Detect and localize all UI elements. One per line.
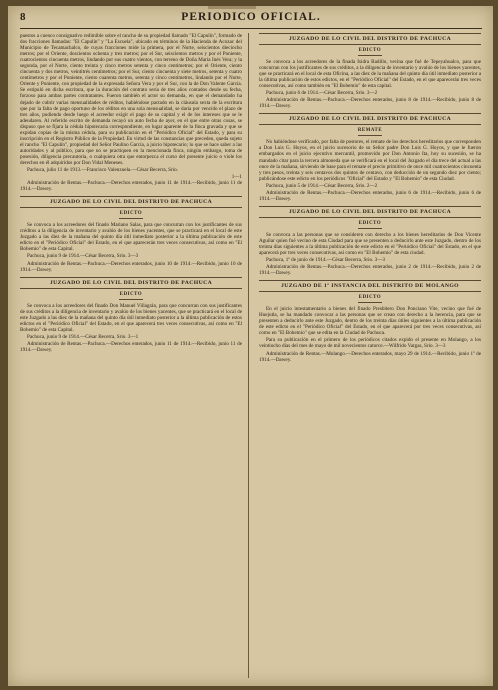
edict-1-court: JUZGADO DE LO CIVIL DEL DISTRITO DE PACHUCA: [20, 196, 242, 208]
edict-1-text: Se convoca a los acreedores del finado Mariano Salas, para que concurran con los justificantes de sus créditos a la diligencia de inventario y avalúo de los bienes yacentes, que se practicará en el local de este Juzgado a las diez de la mañana del quinto día útil inmediato posterior a la última publicación de este edicto en el "Periódico Oficial" del Estado, en el que aparecerán tres veces consecutivas, así como en "El Bohemio" de esta Capital.: [20, 222, 242, 253]
edict-r3-admin: Administración de Rentas.—Pachuca.—Derechos enterados, junio 2 de 1914.—Recibido, junio 2 de 1914.—Dawey.: [259, 264, 481, 277]
edict-r3-signature: Pachuca, 1º de junio de 1914.—César Becerra, Srio. 3—3: [266, 257, 385, 264]
left-column: [20, 33, 242, 354]
edict-r2-kind: REMATE: [259, 128, 481, 136]
edict-r4-kind: EDICTO: [259, 295, 481, 303]
edict-r4-admin: Administración de Rentas.—Molango.—Derechos enterados, mayo 29 de 1914.—Recibido, junio 1º de 1914.—Dawey.: [259, 350, 481, 363]
edict-2-signature: Pachuca, junio 9 de 1914.—César Becerra, Srio. 3—1: [27, 333, 139, 340]
edict-r1-signature: Pachuca, junio 6 de 1914.—César Becerra, Srio. 3—2: [266, 90, 378, 97]
edict-r2-court: JUZGADO DE LO CIVIL DEL DISTRITO DE PACHUCA: [259, 113, 481, 125]
edict-2-admin: Administración de Rentas.—Pachuca.—Derechos enterados, junio 11 de 1914.—Recibido, junio 11 de 1914.—Dawey.: [20, 340, 242, 353]
page-header: [20, 10, 482, 29]
edict-r3-court: JUZGADO DE LO CIVIL DEL DISTRITO DE PACHUCA: [259, 206, 481, 218]
edict-r1-court: JUZGADO DE LO CIVIL DEL DISTRITO DE PACHUCA: [259, 33, 481, 45]
top-notice-number: 1—1: [231, 174, 242, 181]
edict-r4-court: JUZGADO DE 1º INSTANCIA DEL DISTRITO DE MOLANGO: [259, 280, 481, 292]
edict-r2-admin: Administración de Rentas.—Pachuca.—Derechos enterados, junio 6 de 1914.—Recibido, junio 6 de 1914.—Dawey.: [259, 189, 481, 202]
edict-2-kind: EDICTO: [20, 292, 242, 300]
edict-r3-text: Se convoca a las personas que se consideren con derecho a los bienes hereditarios de Don Vicente Aguilar quien fué vecino de esta Ciudad para que se presenten a deducirlo ante este Juzgado, dentro de los treinta días siguientes a la última publicación de este edicto en el "Periódico Oficial" del Estado, en el que aparecerá por tres veces consecutivas, así como en "El Bohemio" de esta ciudad.: [259, 231, 481, 256]
edict-r2-text: No habiéndose verificado, por falta de postores, el remate de los derechos hereditarios que corresponden a Don Luis G. Hoyos, en el juicio sucesorio de su Señor padre Don Luis G. Hoyos, y que le fueron embargados en el juicio ejecutivo mercantil, promovido por Don Antonio Ita, hoy su sucesión, se ha mandado citar para la tercera almoneda que se verificará en el local del Juzgado el día trece del actual a las once de la mañana, sirviendo de base para el remate el precio primitivo de once mil cuatrocientos cincuenta y tres pesos, treinta y seis centavos dos quintos de centavo, con deducción de un segundo diez por ciento; publicándose este edicto en los periódicos "Oficial" del Estado y "El Bohemio" de esta Ciudad.: [259, 139, 481, 182]
edict-r3-kind: EDICTO: [259, 221, 481, 229]
edict-r1-kind: EDICTO: [259, 48, 481, 56]
right-column: [259, 33, 481, 364]
edict-1-signature: Pachuca, junio 9 de 1914.—César Becerra, Srio. 3—3: [27, 253, 139, 260]
newspaper-page: [8, 6, 493, 686]
page-number: 8: [20, 11, 26, 23]
edict-1-kind: EDICTO: [20, 211, 242, 219]
edict-1-admin: Administración de Rentas.—Pachuca.—Derechos enterados, junio 10 de 1914.—Recibido, junio 10 de 1914.—Dawey.: [20, 260, 242, 273]
edict-r4-text: En el juicio intestamentario a bienes del finado Presbítero Don Ponciano Vite, vecino que fué de Huejutla, se ha mandado convocar a las personas que se crean con derecho a la herencia, para que se presenten a deducirlo ante este Juzgado, dentro de los treinta días útiles siguientes a la última publicación de este edicto en el "Periódico Oficial" del Estado, en el que aparecerá por tres veces consecutivas, así como en "El Bohemio" que se edita en la Ciudad de Pachuca.: [259, 306, 481, 337]
top-notice-admin: Administración de Rentas.—Pachuca.—Derechos enterados, junio 11 de 1914.—Recibido, junio 11 de 1914.—Dawey.: [20, 180, 242, 193]
edict-r1-text: Se convoca a los acreedores de la finada Isidra Badillo, vecina que fué de Tepeyahualco, para que concurran con los justificantes de sus créditos, a la diligencia de inventario y avalúo de los bienes yacentes, que se practicará en el local de esta Oficina, a las diez de la mañana del quinto día útil inmediato posterior a la última publicación de estos edictos, en el "Periódico Oficial" del Estado, en el que aparecerán tres veces consecutivas, así como también en "El Bohemio" de esta capital.: [259, 59, 481, 90]
column-rule: [248, 33, 249, 678]
edict-r1-admin: Administración de Rentas.—Pachuca.—Derechos enterados, junio 8 de 1914.—Recibido, junio 8 de 1914.—Dawey.: [259, 97, 481, 110]
page-tear-mark: [208, 6, 256, 9]
top-notice-text: puestos a cuenco consignativo redimible sobre el rancho de su propiedad llamado "El Capulín", formado de dos fracciones llamadas: "El Capulín" y "La Escuela", ubicado en términos de la Hacienda de Acozac del Municipio de Tecamachalco, de cuyas fracciones mide la primera, por el Norte, seiscientos dieciocho metros; por el Oriente, doscientos ochenta y tres metros; por el Sur, seiscientos metros y por el Poniente, cuatrocientos cincuenta metros, lindando por sus cuatro vientos, con terreno de Doña María Inés Vera; y la segunda, por el Norte, ciento treinta y cinco metros setenta y cinco centímetros; por el Oriente, ciento cincuenta y dos metros, veintitrés centímetros; por el Sur, ciento cincuenta y siete metros, setenta y cuatro centímetros y por el Poniente, ciento cuarenta metros, setenta y cinco centímetros, lindando por el Norte, Oriente y Poniente, con propiedad de la expresada Señora Vera y por el Sur, con la de Don Valente García. Se estipuló en dicha escritura, que la duración del contrato sería de tres años contados desde su fecha, forzoso para ambas partes contratantes. Fueron también el actor su demanda, en que el demandado ha dejado de cubrir varias mensualidades de réditos, habiéndose pactado en la cláusula sexta de la escritura que por la falta de pago oportuno de los réditos en una sola mensualidad, se daría por vencido el plazo de tres años, pudiendo desde luego el acreedor exigir el pago de su capital y el de los intereses que se le adeudaren. Al referido escrito de demanda recayó un auto fecha de ayer, en el que entre otras cosas, se dispuso que se fijara la cédula hipotecaria correspondiente, en lugar aparente de la finca gravada y que se expidan copias de la misma cédula, para su publicación en el "Periódico Oficial" del Estado, y para su inscripción en el Registro Público de la Propiedad. En virtud de las constancias que preceden, queda sujeto el rancho "El Capulín", propiedad del Señor Paulino García, a juicio hipotecario; lo que se hace saber a las autoridades y al público, para que no se practiquen en la mencionada finca, ningún embargo, toma de posesión, diligencia precautoria, o cualquiera otra que entorpezca el curso del presente juicio o viole los derechos en él adquiridos por Don Vidal Meneses.: [20, 33, 242, 166]
edict-2-court: JUZGADO DE LO CIVIL DEL DISTRITO DE PACHUCA: [20, 277, 242, 289]
newspaper-title: PERIODICO OFICIAL.: [181, 11, 321, 23]
edict-r4-text-2: Para su publicación en el primero de los periódicos citados expido el presente en Molango, a los veintiocho días del mes de mayo de mil novecientos catorce.—Wilfrido Vargas, Srio. 3—3: [259, 337, 481, 350]
edict-r2-signature: Pachuca, junio 5 de 1914.—César Becerra, Srio. 2—2: [266, 182, 378, 189]
edict-2-text: Se convoca a los acreedores del finado Don Manuel Villagrán, para que concurran con sus justificantes de sus créditos a la diligencia de inventario y avalúo de los bienes yacentes, que se practicará en el local de este Juzgado a las diez de la mañana del quinto día útil inmediato posterior a la última publicación de estos edictos en el "Periódico Oficial" del Estado, en el que aparecerá tres veces consecutivas, así como en "El Bohemio" de esta Capital.: [20, 302, 242, 333]
top-notice-signature: Pachuca, julio 11 de 1913.—Francisco Valenzuela.—César Becerra, Srio.: [27, 167, 179, 174]
